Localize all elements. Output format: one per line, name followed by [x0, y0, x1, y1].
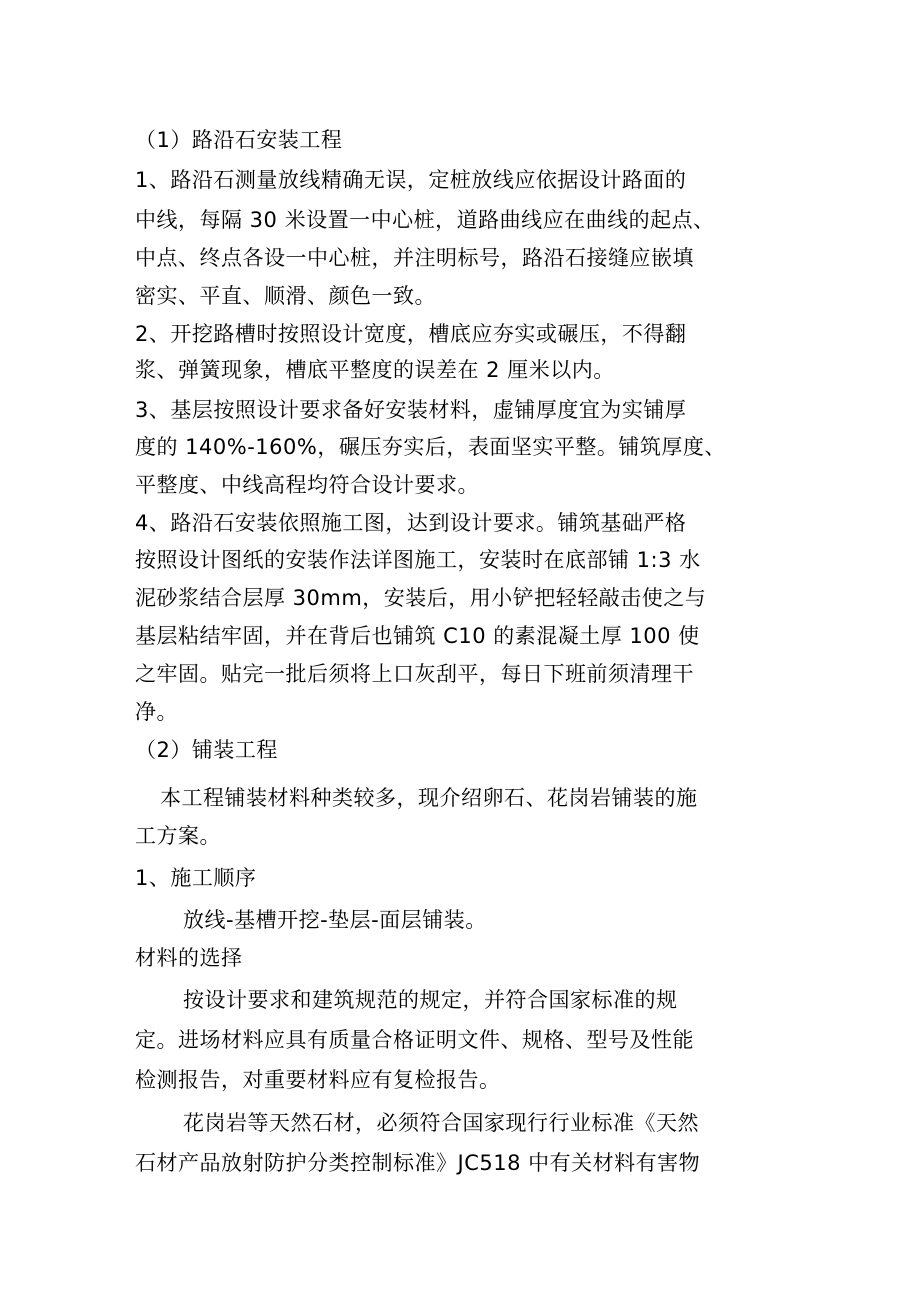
paragraph-line: 定。进场材料应具有质量合格证明文件、规格、型号及性能 [135, 1028, 694, 1052]
paragraph-line: 度的 140%-160%，碾压夯实后，表面坚实平整。铺筑厚度、 [135, 435, 726, 459]
paragraph-line: 按设计要求和建筑规范的规定，并符合国家标准的规 [183, 988, 678, 1012]
paragraph-line: 净。 [135, 700, 178, 724]
section-heading-curb-installation: （1）路沿石安装工程 [135, 128, 343, 152]
paragraph-line: 1、路沿石测量放线精确无误，定桩放线应依据设计路面的 [135, 168, 687, 192]
paragraph-line: 2、开挖路槽时按照设计宽度，槽底应夯实或碾压，不得翻 [135, 322, 687, 346]
section-heading-paving: （2）铺装工程 [135, 738, 278, 762]
paragraph-line: 石材产品放射防护分类控制标准》JC518 中有关材料有害物 [135, 1151, 701, 1175]
subheading-construction-sequence: 1、施工顺序 [135, 866, 257, 890]
paragraph-line: 检测报告，对重要材料应有复检报告。 [135, 1068, 501, 1092]
paragraph-line: 本工程铺装材料种类较多，现介绍卵石、花岗岩铺装的施 [160, 786, 698, 810]
paragraph-line: 平整度、中线高程均符合设计要求。 [135, 473, 479, 497]
paragraph-line: 基层粘结牢固，并在背后也铺筑 C10 的素混凝土厚 100 使 [135, 624, 700, 648]
paragraph-line: 工方案。 [135, 824, 221, 848]
paragraph-line: 放线-基槽开挖-垫层-面层铺装。 [183, 908, 487, 932]
subheading-material-selection: 材料的选择 [135, 946, 243, 970]
paragraph-line: 之牢固。贴完一批后须将上口灰刮平，每日下班前须清理干 [135, 662, 694, 686]
paragraph-line: 密实、平直、顺滑、颜色一致。 [135, 284, 436, 308]
paragraph-line: 泥砂浆结合层厚 30mm，安装后，用小铲把轻轻敲击使之与 [135, 586, 707, 610]
paragraph-line: 中线，每隔 30 米设置一中心桩，道路曲线应在曲线的起点、 [135, 208, 715, 232]
paragraph-line: 按照设计图纸的安装作法详图施工，安装时在底部铺 1:3 水 [135, 548, 701, 572]
paragraph-line: 3、基层按照设计要求备好安装材料，虚铺厚度宜为实铺厚 [135, 398, 687, 422]
paragraph-line: 浆、弹簧现象，槽底平整度的误差在 2 厘米以内。 [135, 358, 615, 382]
paragraph-line: 花岗岩等天然石材，必须符合国家现行行业标准《天然 [183, 1111, 699, 1135]
paragraph-line: 中点、终点各设一中心桩，并注明标号，路沿石接缝应嵌填 [135, 246, 694, 270]
paragraph-line: 4、路沿石安装依照施工图，达到设计要求。铺筑基础严格 [135, 511, 687, 535]
